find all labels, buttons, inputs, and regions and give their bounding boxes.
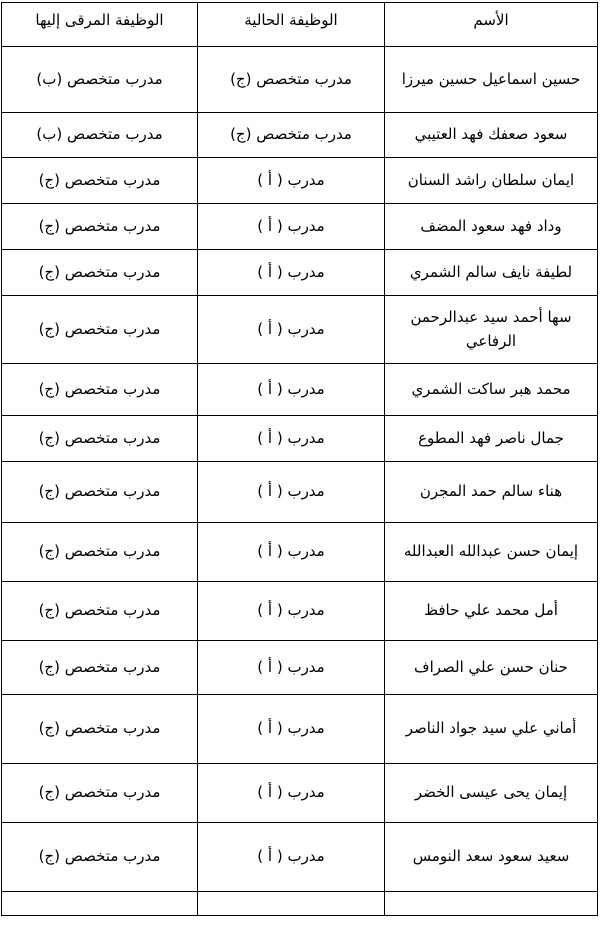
promoted-position-cell: مدرب متخصص (ج): [2, 158, 198, 204]
table-row: [2, 523, 598, 582]
name-cell: محمد هبر ساكت الشمري: [385, 364, 598, 416]
promoted-position-cell: مدرب متخصص (ج): [2, 523, 198, 582]
promoted-position-cell: مدرب متخصص (ج): [2, 764, 198, 823]
empty-bottom-row: [2, 892, 598, 916]
promoted-position-cell: مدرب متخصص (ج): [2, 695, 198, 764]
table-row: [2, 641, 598, 695]
name-cell: جمال ناصر فهد المطوع: [385, 416, 598, 462]
current-position-cell: مدرب ( أ ): [198, 523, 385, 582]
current-position-cell: مدرب ( أ ): [198, 823, 385, 892]
current-position-cell: مدرب ( أ ): [198, 158, 385, 204]
name-cell: إيمان يحى عيسى الخضر: [385, 764, 598, 823]
current-position-cell: مدرب ( أ ): [198, 462, 385, 523]
current-position-cell: مدرب ( أ ): [198, 364, 385, 416]
promoted-position-cell: مدرب متخصص (ج): [2, 204, 198, 250]
promoted-position-cell: مدرب متخصص (ب): [2, 113, 198, 158]
empty-cell: [2, 892, 198, 916]
header-row: [2, 3, 598, 47]
promoted-position-cell: مدرب متخصص (ج): [2, 582, 198, 641]
current-position-cell: مدرب ( أ ): [198, 641, 385, 695]
name-cell: سعود صعفك فهد العتيبي: [385, 113, 598, 158]
table-row: [2, 462, 598, 523]
current-position-cell: مدرب متخصص (ج): [198, 113, 385, 158]
table-row: [2, 47, 598, 113]
table-row: [2, 296, 598, 364]
promoted-position-cell: مدرب متخصص (ج): [2, 462, 198, 523]
current-position-cell: مدرب ( أ ): [198, 695, 385, 764]
name-cell: إيمان حسن عبدالله العبدالله: [385, 523, 598, 582]
table-row: [2, 764, 598, 823]
current-position-cell: مدرب ( أ ): [198, 582, 385, 641]
table-row: [2, 823, 598, 892]
promoted-position-cell: مدرب متخصص (ج): [2, 364, 198, 416]
name-cell: سعيد سعود سعد النومس: [385, 823, 598, 892]
column-header-promoted-position: الوظيفة المرقى إليها: [2, 3, 198, 47]
promoted-position-cell: مدرب متخصص (ج): [2, 296, 198, 364]
current-position-cell: مدرب ( أ ): [198, 416, 385, 462]
name-cell: وداد فهد سعود المضف: [385, 204, 598, 250]
table-row: [2, 113, 598, 158]
column-header-current-position: الوظيفة الحالية: [198, 3, 385, 47]
name-cell: سها أحمد سيد عبدالرحمن الرفاعي: [385, 296, 598, 364]
empty-cell: [198, 892, 385, 916]
empty-cell: [385, 892, 598, 916]
table-row: [2, 204, 598, 250]
promoted-position-cell: مدرب متخصص (ب): [2, 47, 198, 113]
promoted-position-cell: مدرب متخصص (ج): [2, 250, 198, 296]
table-row: [2, 582, 598, 641]
current-position-cell: مدرب ( أ ): [198, 250, 385, 296]
current-position-cell: مدرب ( أ ): [198, 204, 385, 250]
name-cell: حسين اسماعيل حسين ميرزا: [385, 47, 598, 113]
name-cell: لطيفة نايف سالم الشمري: [385, 250, 598, 296]
current-position-cell: مدرب ( أ ): [198, 296, 385, 364]
table-row: [2, 695, 598, 764]
current-position-cell: مدرب متخصص (ج): [198, 47, 385, 113]
promoted-position-cell: مدرب متخصص (ج): [2, 416, 198, 462]
current-position-cell: مدرب ( أ ): [198, 764, 385, 823]
name-cell: ايمان سلطان راشد السنان: [385, 158, 598, 204]
name-cell: حنان حسن علي الصراف: [385, 641, 598, 695]
name-cell: أمل محمد علي حافظ: [385, 582, 598, 641]
promoted-position-cell: مدرب متخصص (ج): [2, 641, 198, 695]
table-row: [2, 158, 598, 204]
table-row: [2, 250, 598, 296]
name-cell: هناء سالم حمد المجرن: [385, 462, 598, 523]
table-row: [2, 364, 598, 416]
table-row: [2, 416, 598, 462]
promotion-table: [1, 2, 598, 916]
promoted-position-cell: مدرب متخصص (ج): [2, 823, 198, 892]
name-cell: أماني علي سيد جواد الناصر: [385, 695, 598, 764]
column-header-name: الأسم: [385, 3, 598, 47]
